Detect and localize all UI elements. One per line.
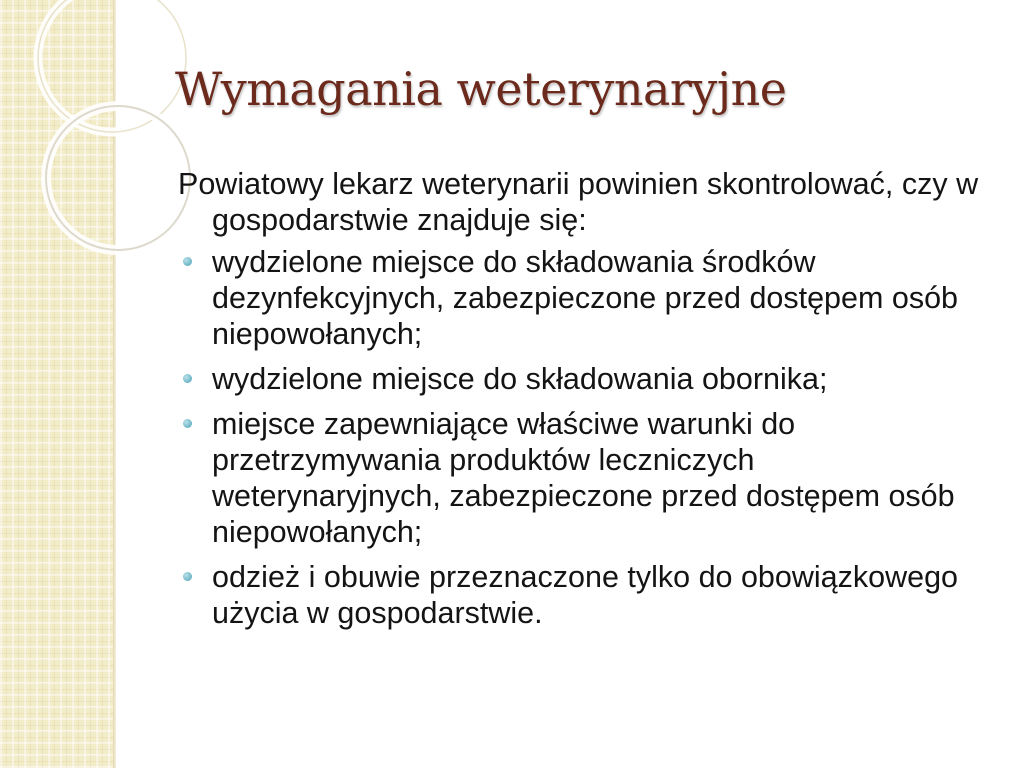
requirements-list <box>178 244 988 631</box>
list-item <box>178 244 988 352</box>
list-item <box>178 559 988 631</box>
list-item <box>178 361 988 397</box>
round-bullet-icon <box>183 419 192 428</box>
intro-paragraph: Powiatowy lekarz weterynarii powinien skontrolować, czy w gospodarstwie znajduje się: <box>178 167 979 237</box>
slide-body <box>178 166 988 640</box>
slide-title: Wymagania weterynaryjne <box>175 62 787 116</box>
list-item-text: wydzielone miejsce do składowania obornika; <box>212 362 828 396</box>
list-item-text: odzież i obuwie przeznaczone tylko do obowiązkowego użycia w gospodarstwie. <box>212 560 958 630</box>
round-bullet-icon <box>183 374 192 383</box>
list-item-text: wydzielone miejsce do składowania środków dezynfekcyjnych, zabezpieczone przed dostępem osób niepowołanych; <box>212 245 958 351</box>
round-bullet-icon <box>183 257 192 266</box>
list-item <box>178 406 988 550</box>
round-bullet-icon <box>183 572 192 581</box>
list-item-text: miejsce zapewniające właściwe warunki do przetrzymywania produktów leczniczych weterynaryjnych, zabezpieczone przed dostępem osób niepowołanych; <box>212 407 955 549</box>
